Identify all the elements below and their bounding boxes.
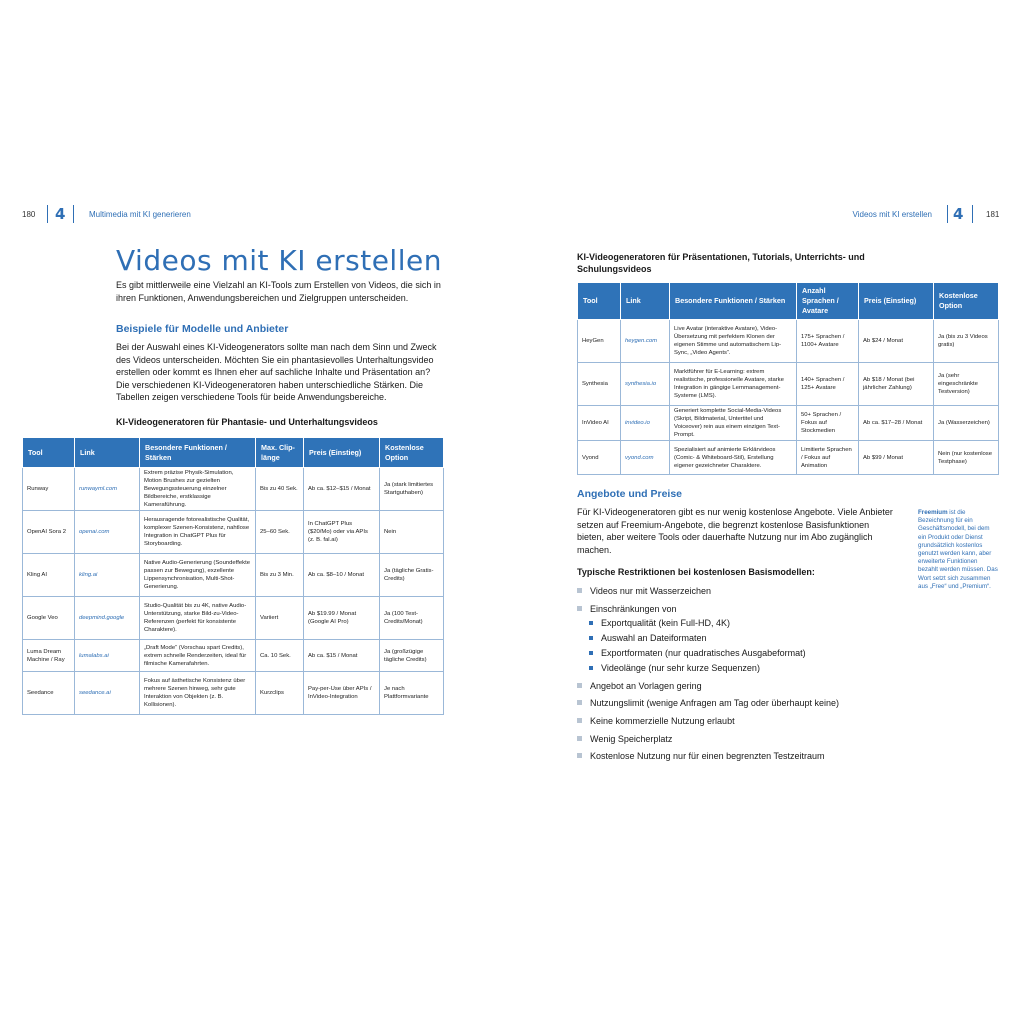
sidebar-note-freemium: [918, 509, 998, 591]
tool-cell: Synthesia: [578, 363, 621, 406]
free-option-cell: Nein (nur kostenlose Testphase): [934, 441, 999, 475]
list-item: Einschränkungen von: [577, 603, 897, 618]
sub-list-item: Videolänge (nur sehr kurze Sequenzen): [577, 662, 897, 680]
features-cell: „Draft Mode“ (Vorschau spart Credits), extrem schnelle Renderzeiten, ideal für filmische Kamerafahrten.: [140, 640, 256, 672]
languages-avatars-cell: 175+ Sprachen / 1100+ Avatare: [797, 320, 859, 363]
chapter-number-right: 4: [953, 205, 964, 223]
free-option-cell: Ja (sehr eingeschränkte Testversion): [934, 363, 999, 406]
cliplength-cell: Bis zu 3 Min.: [256, 554, 304, 597]
table-row: [23, 554, 444, 597]
header-divider: [47, 205, 48, 223]
table-row: [23, 597, 444, 640]
tool-cell: Google Veo: [23, 597, 75, 640]
table-title-entertainment: KI-Videogeneratoren für Phantasie- und Unterhaltungsvideos: [116, 417, 378, 427]
page-heading: Videos mit KI erstellen: [116, 244, 442, 277]
price-cell: In ChatGPT Plus ($20/Mo) oder via APIs (z. B. fal.ai): [304, 511, 380, 554]
column-header: Preis (Einstieg): [859, 283, 934, 320]
list-item: Wenig Speicherplatz: [577, 733, 897, 751]
list-title-restrictions: Typische Restriktionen bei kostenlosen Basismodellen:: [577, 567, 815, 577]
cliplength-cell: 25–60 Sek.: [256, 511, 304, 554]
link-cell[interactable]: deepmind.google: [75, 597, 140, 640]
price-cell: Ab ca. $12–$15 / Monat: [304, 468, 380, 511]
list-item: Angebot an Vorlagen gering: [577, 680, 897, 698]
table-header-row: [578, 283, 999, 320]
header-divider: [972, 205, 973, 223]
table-row: [578, 320, 999, 363]
section-title-offers: Angebote und Preise: [577, 488, 683, 500]
left-page: [116, 244, 442, 277]
features-cell: Marktführer für E-Learning: extrem realistische, professionelle Avatare, starke Integration in gängige Lernmanagement-Systeme (LMS).: [670, 363, 797, 406]
section-paragraph-examples: Bei der Auswahl eines KI-Videogenerators sollte man nach dem Sinn und Zweck des Videos unterscheiden. Möchten Sie ein phantasievolles Unterhaltungsvideo erstellen oder kommt es Ihnen eher auf sachliche Inhalte und Präsentation an? Die verschiedenen KI-Videogeneratoren haben unterschiedliche Stärken. Die Tabellen zeigen verschiedene Tools für beide Anwendungsbereiche.: [116, 342, 437, 402]
column-header: Anzahl Sprachen / Avatare: [797, 283, 859, 320]
sub-list-item: Exportqualität (kein Full-HD, 4K): [577, 617, 897, 632]
tool-cell: Luma Dream Machine / Ray: [23, 640, 75, 672]
table-row: [578, 363, 999, 406]
link-cell[interactable]: synthesia.io: [621, 363, 670, 406]
cliplength-cell: Ca. 10 Sek.: [256, 640, 304, 672]
free-option-cell: Ja (großzügige tägliche Credits): [380, 640, 444, 672]
features-cell: Extrem präzise Physik-Simulation, Motion Brushes zur gezielten Bewegungssteuerung einzelner Bildbereiche, erstklassige Kameraführung.: [140, 468, 256, 511]
intro-paragraph: Es gibt mittlerweile eine Vielzahl an KI-Tools zum Erstellen von Videos, die sich in ihren Funktionen, Anwendungsbereichen und Zielgruppen unterscheiden.: [116, 280, 441, 303]
features-cell: Fokus auf ästhetische Konsistenz über mehrere Szenen hinweg, sehr gute Interaktion von Objekten (z. B. Kollisionen).: [140, 672, 256, 715]
features-cell: Herausragende fotorealistische Qualität, komplexer Szenen-Konsistenz, nahtlose Integration in ChatGPT Plus für Storyboarding.: [140, 511, 256, 554]
price-cell: Ab ca. $17–28 / Monat: [859, 406, 934, 441]
features-cell: Native Audio-Generierung (Soundeffekte passen zur Bewegung), exzellente Lippensynchronisation, Multi-Shot-Generierung.: [140, 554, 256, 597]
column-header: Kostenlose Option: [934, 283, 999, 320]
free-option-cell: Ja (stark limitiertes Startguthaben): [380, 468, 444, 511]
free-option-cell: Ja (bis zu 3 Videos gratis): [934, 320, 999, 363]
table-title-presentation: KI-Videogeneratoren für Präsentationen, Tutorials, Unterrichts- und Schulungsvideos: [577, 252, 865, 274]
chapter-title-right: Videos mit KI erstellen: [852, 210, 932, 219]
section-title-examples: Beispiele für Modelle und Anbieter: [116, 323, 289, 335]
cliplength-cell: Variiert: [256, 597, 304, 640]
column-header: Kostenlose Option: [380, 438, 444, 468]
free-option-cell: Ja (100 Test-Credits/Monat): [380, 597, 444, 640]
cliplength-cell: Bis zu 40 Sek.: [256, 468, 304, 511]
price-cell: Ab $24 / Monat: [859, 320, 934, 363]
header-divider: [947, 205, 948, 223]
column-header: Besondere Funktionen / Stärken: [670, 283, 797, 320]
section-paragraph-offers: Für KI-Videogeneratoren gibt es nur wenig kostenlose Angebote. Viele Anbieter setzen auf Freemium-Angebote, die begrenzt kostenlose Basisfunktionen bieten, aber weitere Tools oder dauerhafte Nutzung nur im Abo zugänglich machen.: [577, 507, 893, 555]
link-cell[interactable]: kling.ai: [75, 554, 140, 597]
link-cell[interactable]: heygen.com: [621, 320, 670, 363]
column-header: Tool: [23, 438, 75, 468]
column-header: Tool: [578, 283, 621, 320]
table-row: [23, 640, 444, 672]
price-cell: Ab $18 / Monat (bei jährlicher Zahlung): [859, 363, 934, 406]
table-row: [23, 672, 444, 715]
chapter-title-left: Multimedia mit KI generieren: [89, 210, 191, 219]
link-cell[interactable]: seedance.ai: [75, 672, 140, 715]
sub-list-item: Exportformaten (nur quadratisches Ausgabeformat): [577, 647, 897, 662]
column-header: Link: [75, 438, 140, 468]
languages-avatars-cell: 50+ Sprachen / Fokus auf Stockmedien: [797, 406, 859, 441]
features-cell: Live Avatar (interaktive Avatare), Video-Übersetzung mit perfektem Klonen der eigenen Stimme und automatischem Lip-Sync, „Video Agents“.: [670, 320, 797, 363]
table-row: [23, 468, 444, 511]
tool-cell: OpenAI Sora 2: [23, 511, 75, 554]
column-header: Preis (Einstieg): [304, 438, 380, 468]
column-header: Max. Clip-länge: [256, 438, 304, 468]
header-divider: [73, 205, 74, 223]
table-header-row: [23, 438, 444, 468]
sub-list-item: Auswahl an Dateiformaten: [577, 632, 897, 647]
list-item: Nutzungslimit (wenige Anfragen am Tag oder überhaupt keine): [577, 697, 897, 715]
link-cell[interactable]: lumalabs.ai: [75, 640, 140, 672]
link-cell[interactable]: vyond.com: [621, 441, 670, 475]
page-number-left: 180: [22, 210, 36, 219]
languages-avatars-cell: Limitierte Sprachen / Fokus auf Animation: [797, 441, 859, 475]
table-row: [23, 511, 444, 554]
sidebar-term: Freemium: [918, 509, 948, 516]
features-cell: Spezialisiert auf animierte Erklärvideos (Comic- & Whiteboard-Stil), Erstellung eigener gezeichneter Charaktere.: [670, 441, 797, 475]
price-cell: Ab $99 / Monat: [859, 441, 934, 475]
page-number-right: 181: [986, 210, 1000, 219]
presentation-video-table: [577, 282, 999, 475]
features-cell: Studio-Qualität bis zu 4K, native Audio-Unterstützung, starke Bild-zu-Video-Referenzen (perfekt für konsistente Charaktere).: [140, 597, 256, 640]
price-cell: Ab $19.99 / Monat (Google AI Pro): [304, 597, 380, 640]
tool-cell: HeyGen: [578, 320, 621, 363]
link-cell[interactable]: openai.com: [75, 511, 140, 554]
list-item: Kostenlose Nutzung nur für einen begrenzten Testzeitraum: [577, 750, 897, 768]
restrictions-list: [577, 585, 897, 768]
free-option-cell: Je nach Plattformvariante: [380, 672, 444, 715]
link-cell[interactable]: runwayml.com: [75, 468, 140, 511]
sidebar-text: ist die Bezeichnung für ein Geschäftsmodell, bei dem ein Produkt oder Dienst grundsätzlich kostenlos genutzt werden kann, aber erweiterte Funktionen bezahlt werden müssen. Das Wort setzt sich zusammen aus „Free“ und „Premium“.: [918, 509, 998, 590]
list-item: Keine kommerzielle Nutzung erlaubt: [577, 715, 897, 733]
table-row: [578, 406, 999, 441]
column-header: Besondere Funktionen / Stärken: [140, 438, 256, 468]
column-header: Link: [621, 283, 670, 320]
table-row: [578, 441, 999, 475]
free-option-cell: Ja (Wasserzeichen): [934, 406, 999, 441]
languages-avatars-cell: 140+ Sprachen / 125+ Avatare: [797, 363, 859, 406]
tool-cell: InVideo AI: [578, 406, 621, 441]
tool-cell: Seedance: [23, 672, 75, 715]
cliplength-cell: Kurzclips: [256, 672, 304, 715]
price-cell: Pay-per-Use über APIs / InVideo-Integration: [304, 672, 380, 715]
chapter-number-left: 4: [55, 205, 66, 223]
free-option-cell: Ja (tägliche Gratis-Credits): [380, 554, 444, 597]
tool-cell: Vyond: [578, 441, 621, 475]
tool-cell: Kling AI: [23, 554, 75, 597]
features-cell: Generiert komplette Social-Media-Videos (Skript, Bildmaterial, Untertitel und Voiceover) rein aus einem einzigen Text-Prompt.: [670, 406, 797, 441]
tool-cell: Runway: [23, 468, 75, 511]
free-option-cell: Nein: [380, 511, 444, 554]
price-cell: Ab ca. $15 / Monat: [304, 640, 380, 672]
entertainment-video-table: [22, 437, 444, 715]
price-cell: Ab ca. $8–10 / Monat: [304, 554, 380, 597]
list-item: Videos nur mit Wasserzeichen: [577, 585, 897, 603]
link-cell[interactable]: invideo.io: [621, 406, 670, 441]
